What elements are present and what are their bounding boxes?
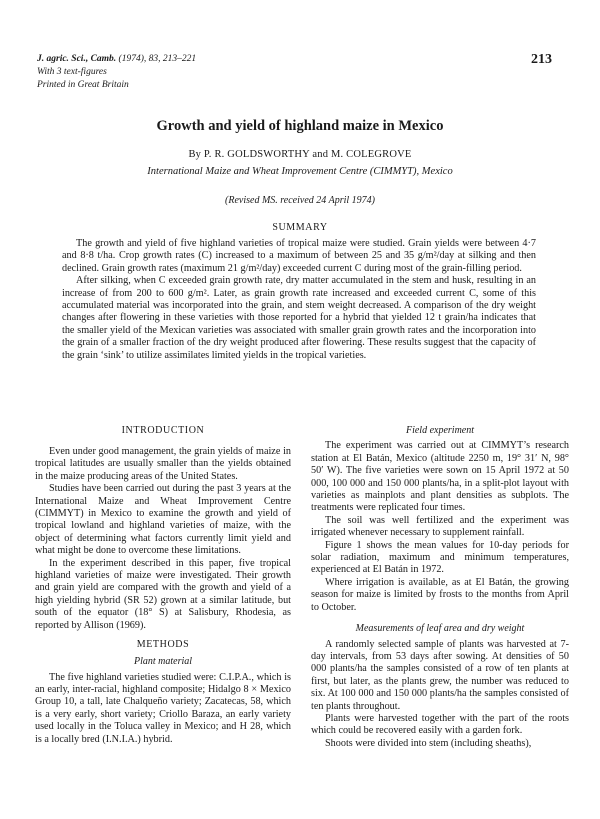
journal-name: J. agric. Sci., Camb. xyxy=(37,54,117,64)
article-title: Growth and yield of highland maize in Mexico xyxy=(156,118,444,134)
field-experiment-heading: Field experiment xyxy=(405,425,475,436)
field-paragraph: The soil was well fertilized and the experiment was irrigated whenever necessary to supplement rainfall. xyxy=(311,514,569,539)
measurement-paragraph: Plants were harvested together with the part of the roots which could be recovered easily with a garden fork. xyxy=(311,712,569,737)
printed-note: Printed in Great Britain xyxy=(37,80,129,90)
summary-heading: SUMMARY xyxy=(272,222,328,233)
author-affiliation: International Maize and Wheat Improvement Centre (CIMMYT), Mexico xyxy=(147,166,453,177)
plant-material-paragraph: The five highland varieties studied were: C.I.P.A., which is an early, inter-racial, highland composite; Hidalgo 8 × Mexico Group 10, a tall, late Chalqueño variety; Zacatecas, 58, which is a very early, short variety; Criollo Baraza, an early variety used locally in the Toluca valley in Mexico; and H 28, which is a locally bred (I.N.I.A.) hybrid. xyxy=(35,671,291,745)
summary-paragraph: The growth and yield of five highland varieties of tropical maize were studied. Grain yields were between 4·7 and 8·8 t/ha. Crop growth rates (C) increased to a maximum of between 25 and 35 g/m²/day at silking and then declined. Grain growth rates (maximum 21 g/m²/day) exceeded current C during most of the grain-filling period. xyxy=(62,238,536,274)
measurements-heading: Measurements of leaf area and dry weight xyxy=(355,623,525,635)
revised-date: (Revised MS. received 24 April 1974) xyxy=(225,195,375,206)
journal-citation: (1974), 83, 213–221 xyxy=(116,54,197,64)
methods-heading: METHODS xyxy=(136,639,190,651)
citation-line xyxy=(37,53,196,66)
field-paragraph: Where irrigation is available, as at El Batán, the growing season for maize is limited by frosts to the months from April to October. xyxy=(311,576,569,613)
left-column xyxy=(35,425,291,746)
figures-note: With 3 text-figures xyxy=(37,67,107,77)
plant-material-heading: Plant material xyxy=(133,656,193,668)
right-column xyxy=(311,425,569,750)
summary-body xyxy=(62,238,536,362)
intro-paragraph: Even under good management, the grain yields of maize in tropical latitudes are usually smaller than the yields obtained in the maize producing areas of the United States. xyxy=(35,446,291,482)
intro-paragraph: Studies have been carried out during the past 3 years at the International Maize and Wheat Improvement Centre (CIMMYT) in Mexico to examine the growth and yield of tropical lowland and highland varieties of maize, with the object of determining what factors currently limit yield and what might be done to overcome these limitations. xyxy=(35,483,291,557)
measurement-paragraph: Shoots were divided into stem (including sheaths), xyxy=(325,737,532,749)
page-number: 213 xyxy=(531,52,552,67)
field-paragraph: Figure 1 shows the mean values for 10-day periods for solar radiation, maximum and minimum temperatures, experienced at El Batán in 1972. xyxy=(311,539,569,576)
intro-paragraph: In the experiment described in this paper, five tropical highland varieties of maize were investigated. Their growth and grain yield are compared with the growth and yield of a high yielding hybrid (SR 52) grown at a similar latitude, but south of the equator (18° S) at Salisbury, Rhodesia, as reported by Allison (1969). xyxy=(35,557,291,631)
running-header xyxy=(37,53,196,92)
article-authors: By P. R. GOLDSWORTHY and M. COLEGROVE xyxy=(188,149,412,160)
introduction-heading: INTRODUCTION xyxy=(121,425,205,436)
summary-paragraph: After silking, when C exceeded grain growth rate, dry matter accumulated in the stem and husk, resulting in an increase of from 200 to 600 g/m². Later, as grain growth rate increased and exceeded current C, some of this accumulated material was incorporated into the grain, and stem weight decreased. A comparison of the dry weight changes after flowering in these varieties with those reported for a hybrid that yielded 12 t grain/ha indicates that the smaller yield of the Mexican varieties was associated with smaller grain growth rates and the incorporation into the grain of a smaller fraction of the dry weight produced after flowering. These results suggest that the capacity of the grain ‘sink’ to utilize assimilates limited yields in the tropical varieties. xyxy=(62,275,536,361)
measurement-paragraph: A randomly selected sample of plants was harvested at 7-day intervals, from 53 days after sowing. At densities of 50 000 plants/ha the samples consisted of a row of ten plants at first, but later, as the plants grew, the number was reduced to six. At 100 000 and 150 000 plants/ha the samples consisted of ten plants throughout. xyxy=(311,638,569,712)
field-paragraph: The experiment was carried out at CIMMYT’s research station at El Batán, Mexico (altitude 2250 m, 19° 31′ N, 98° 50′ W). The five varieties were sown on 15 April 1972 at 50 000, 100 000 and 150 000 plants/ha, in a split-plot layout with varieties as mainplots and plant densities as subplots. The treatments were replicated four times. xyxy=(311,440,569,514)
